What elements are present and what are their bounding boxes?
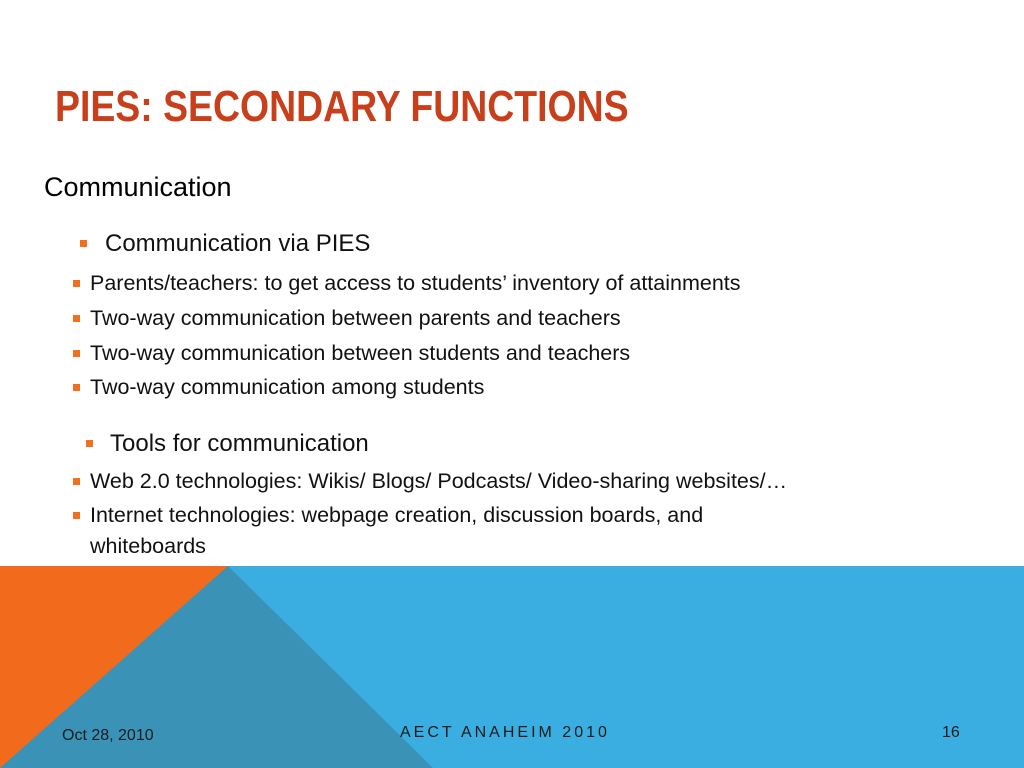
bullet-icon [73, 350, 80, 357]
bullet-icon [80, 240, 87, 247]
list-item: Web 2.0 technologies: Wikis/ Blogs/ Podcasts/ Video-sharing websites/… [90, 469, 788, 493]
list-item: Internet technologies: webpage creation, discussion boards, and [90, 503, 704, 527]
bullet-icon [73, 384, 80, 391]
list-item: Two-way communication among students [90, 375, 485, 399]
bullet-icon [73, 315, 80, 322]
bullet-icon [73, 280, 80, 287]
footer-conference: AECT ANAHEIM 2010 [400, 724, 610, 741]
page-number: 16 [942, 724, 960, 741]
list-item-continuation: whiteboards [90, 534, 206, 558]
section-heading: Communication [44, 172, 232, 202]
list-item: Parents/teachers: to get access to students’ inventory of attainments [90, 271, 741, 295]
bullet-icon [73, 512, 80, 519]
footer-date: Oct 28, 2010 [62, 727, 154, 744]
list-item: Two-way communication between parents and teachers [90, 306, 621, 330]
list-item: Two-way communication between students and teachers [90, 341, 631, 365]
subsection-label: Communication via PIES [105, 230, 371, 257]
subsection-label: Tools for communication [110, 430, 369, 457]
bullet-icon [73, 478, 80, 485]
bullet-icon [86, 440, 93, 447]
slide-title: PIES: SECONDARY FUNCTIONS [55, 82, 629, 131]
